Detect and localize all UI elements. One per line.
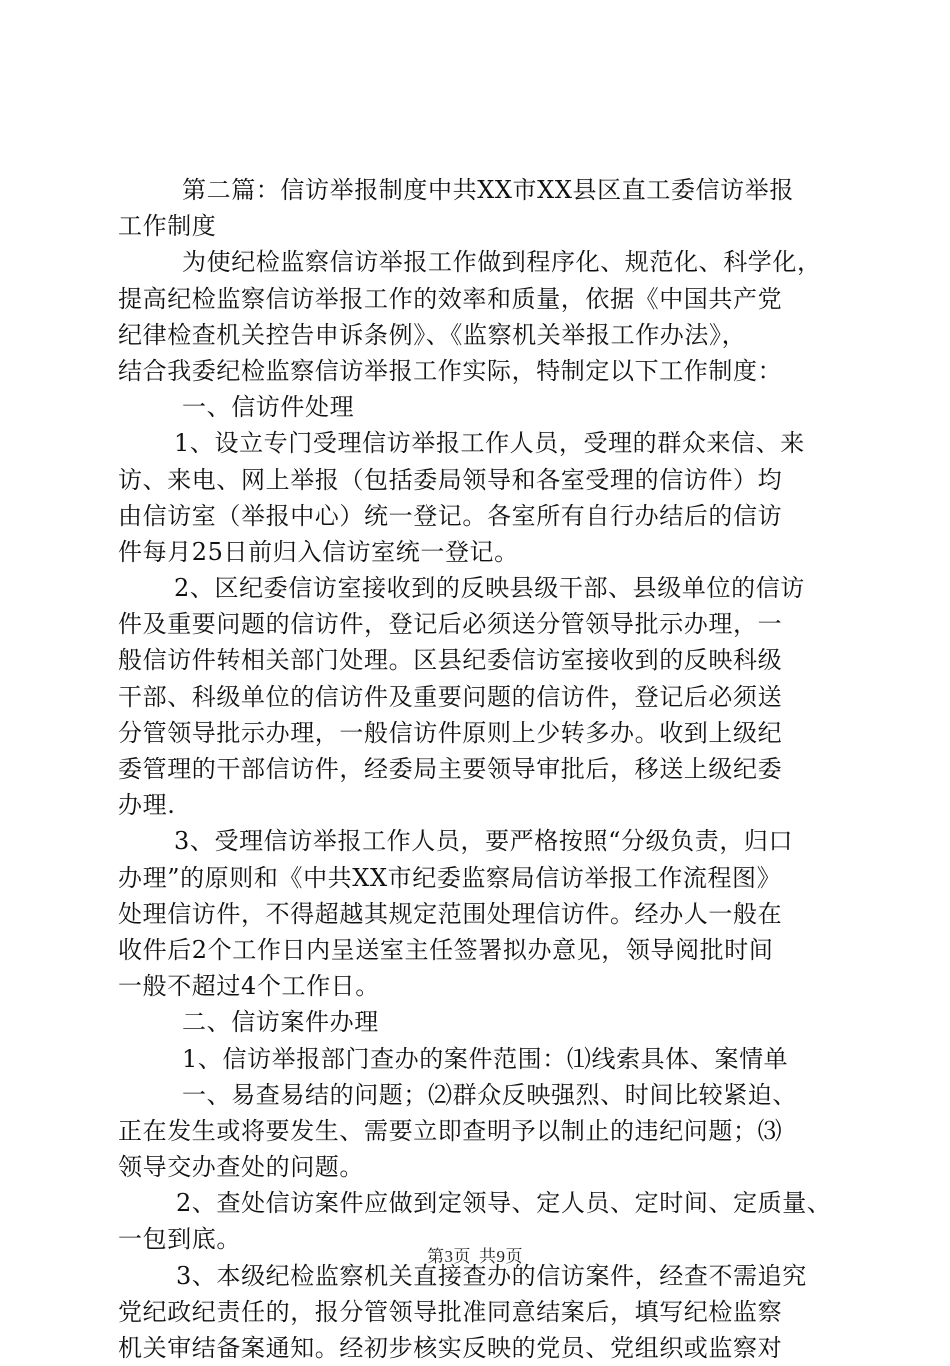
- document-body: [118, 172, 853, 1366]
- text-line: 访、来电、网上举报（包括委局领导和各室受理的信访件）均: [118, 465, 783, 494]
- text-line: 2、区纪委信访室接收到的反映县级干部、县级单位的信访: [174, 574, 805, 603]
- text-line: 办理”的原则和《中共XX市纪委监察局信访举报工作流程图》: [118, 863, 782, 892]
- text-line: 1、信访举报部门查办的案件范围：⑴线索具体、案情单: [182, 1044, 789, 1073]
- section-heading: 一、信访件处理: [182, 393, 355, 422]
- text-line: 由信访室（举报中心）统一登记。各室所有自行办结后的信访: [118, 501, 783, 530]
- text-line: 提高纪检监察信访举报工作的效率和质量，依据《中国共产党: [118, 284, 783, 313]
- text-line: 第二篇：信访举报制度中共XX市XX县区直工委信访举报: [182, 176, 794, 204]
- text-line: 领导交办查处的问题。: [118, 1153, 364, 1182]
- text-line: 收件后2个工作日内呈送室主任签署拟办意见，领导阅批时间: [118, 935, 774, 964]
- text-line: 干部、科级单位的信访件及重要问题的信访件，登记后必须送: [118, 682, 783, 711]
- text-line: 一、易查易结的问题；⑵群众反映强烈、时间比较紧迫、: [182, 1080, 797, 1109]
- text-line: 党纪政纪责任的，报分管领导批准同意结案后，填写纪检监察: [118, 1297, 783, 1326]
- text-line: 1、设立专门受理信访举报工作人员，受理的群众来信、来: [174, 429, 805, 458]
- text-line: 2、查处信访案件应做到定领导、定人员、定时间、定质量、: [176, 1189, 832, 1218]
- page-total: 共9页: [479, 1247, 523, 1266]
- text-line: 机关审结备案通知。经初步核实反映的党员、党组织或监察对: [118, 1334, 783, 1362]
- text-line: 纪律检查机关控告申诉条例》、《监察机关举报工作办法》，: [118, 320, 747, 349]
- text-line: 办理.: [118, 791, 176, 820]
- text-line: 处理信访件，不得超越其规定范围处理信访件。经办人一般在: [118, 899, 783, 928]
- page-footer: [0, 1242, 950, 1267]
- text-line: 工作制度: [118, 212, 217, 241]
- text-line: 3、受理信访举报工作人员，要严格按照“分级负责，归口: [174, 827, 794, 856]
- text-line: 委管理的干部信访件，经委局主要领导审批后，移送上级纪委: [118, 755, 783, 783]
- text-line: 件每月25日前归入信访室统一登记。: [118, 537, 519, 566]
- text-line: 般信访件转相关部门处理。区县纪委信访室接收到的反映科级: [118, 646, 783, 675]
- text-line: 一包到底。: [118, 1225, 241, 1254]
- text-line: 结合我委纪检监察信访举报工作实际，特制定以下工作制度：: [118, 356, 783, 385]
- text-line: 3、本级纪检监察机关直接查办的信访案件，经查不需追究: [176, 1261, 807, 1290]
- text-line: 件及重要问题的信访件，登记后必须送分管领导批示办理，一: [118, 610, 783, 639]
- text-line: 正在发生或将要发生、需要立即查明予以制止的违纪问题；⑶: [118, 1116, 783, 1145]
- text-line: 一般不超过4个工作日。: [118, 972, 380, 1001]
- text-line: 分管领导批示办理，一般信访件原则上少转多办。收到上级纪: [118, 718, 783, 747]
- text-line: 为使纪检监察信访举报工作做到程序化、规范化、科学化，: [182, 248, 822, 277]
- section-heading: 二、信访案件办理: [182, 1008, 379, 1037]
- page-number: 第3页: [427, 1247, 471, 1266]
